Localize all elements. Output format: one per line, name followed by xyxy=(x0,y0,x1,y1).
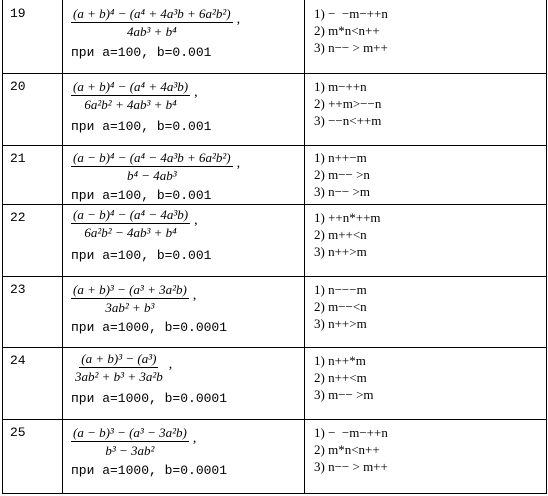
parameters: при a=100, b=0.001 xyxy=(71,45,212,60)
table-row xyxy=(3,347,546,419)
parameters: при a=100, b=0.001 xyxy=(71,119,212,134)
option: 3) n−− > m++ xyxy=(314,459,388,474)
formula-numerator: (a + b)⁴ − (a⁴ + 4a³b) xyxy=(73,79,189,94)
formula-numerator: (a − b)⁴ − (a⁴ − 4a³b + 6a²b²) xyxy=(73,150,231,165)
row-divider xyxy=(3,493,546,494)
parameters: при a=100, b=0.001 xyxy=(71,188,212,203)
formula-denominator: 3ab² + b³ + 3a²b xyxy=(75,369,163,384)
option: 1) n++*m xyxy=(314,353,366,368)
formula: $\frac{\text{(a − b)³ − (a³ − 3a²b)}}{\text{b³ − 3ab²}}$ , xyxy=(73,425,197,458)
formula-denominator: 4ab³ + b⁴ xyxy=(126,24,177,39)
parameters: при a=1000, b=0.0001 xyxy=(71,320,228,335)
option: 2) m*n<n++ xyxy=(314,23,380,38)
table-row xyxy=(3,276,546,347)
formula: $\frac{\text{(a − b)⁴ − (a⁴ − 4a³b + 6a²b²)}}{\text{b⁴ − 4ab³}}$ , xyxy=(73,150,241,183)
table-row xyxy=(3,0,546,73)
formula: $\frac{\text{(a + b)⁴ − (a⁴ + 4a³b)}}{\text{6a²b² + 4ab³ + b⁴}}$ , xyxy=(73,79,198,112)
formula: $\frac{\text{(a − b)⁴ − (a⁴ − 4a³b)}}{\text{6a²b² − 4ab³ + b⁴}}$ , xyxy=(73,207,198,240)
formula-denominator: b⁴ − 4ab³ xyxy=(126,168,177,183)
option: 2) m−−<n xyxy=(314,299,367,314)
parameters: при a=100, b=0.001 xyxy=(71,248,212,263)
task-number: 19 xyxy=(10,6,26,21)
table-row xyxy=(3,204,546,276)
answer-options xyxy=(314,149,370,200)
option: 3) n−− >m xyxy=(314,184,370,199)
task-table xyxy=(2,0,547,494)
option: 3) n++>m xyxy=(314,316,367,331)
answer-options xyxy=(314,5,388,56)
formula-numerator: (a − b)³ − (a³ − 3a²b) xyxy=(73,425,187,440)
parameters: при a=1000, b=0.0001 xyxy=(71,391,228,406)
option: 1) n++−m xyxy=(314,150,367,165)
formula: $\frac{\text{(a + b)³ − (a³ + 3a²b)}}{\text{3ab² + b³}}$ , xyxy=(73,282,197,315)
option: 3) −−n<++m xyxy=(314,113,382,128)
option: 2) m−− >n xyxy=(314,167,370,182)
option: 1) ++n*++m xyxy=(314,210,381,225)
task-number: 23 xyxy=(10,282,26,297)
formula-denominator: 6a²b² − 4ab³ + b⁴ xyxy=(84,225,177,240)
option: 1) − −m−++n xyxy=(314,6,388,21)
answer-options xyxy=(314,424,388,475)
answer-options xyxy=(314,209,381,260)
formula-numerator: (a + b)³ − (a³) xyxy=(81,351,157,366)
option: 3) n++>m xyxy=(314,244,367,259)
option: 2) m*n<n++ xyxy=(314,442,380,457)
option: 2) n++<m xyxy=(314,370,367,385)
option: 1) m−++n xyxy=(314,79,367,94)
option: 3) n−− > m++ xyxy=(314,40,388,55)
task-number: 22 xyxy=(10,210,26,225)
option: 2) m++<n xyxy=(314,227,367,242)
formula-denominator: b³ − 3ab² xyxy=(105,443,155,458)
formula-numerator: (a + b)³ − (a³ + 3a²b) xyxy=(73,282,187,297)
table-row xyxy=(3,419,546,493)
option: 2) ++m>−−n xyxy=(314,96,382,111)
parameters: при a=1000, b=0.0001 xyxy=(71,463,228,478)
task-number: 20 xyxy=(10,79,26,94)
option: 1) n−−−m xyxy=(314,282,367,297)
task-number: 24 xyxy=(10,353,26,368)
table-row xyxy=(3,73,546,145)
answer-options xyxy=(314,78,381,129)
option: 3) m−− >m xyxy=(314,387,374,402)
table-row xyxy=(3,145,546,204)
answer-options xyxy=(314,281,367,332)
formula: $\frac{\text{(a + b)⁴ − (a⁴ + 4a³b + 6a²b²)}}{\text{4ab³ + b⁴}}$ , xyxy=(73,6,241,39)
formula: $\frac{\text{(a + b)³ − (a³)}}{\text{3ab² + b³ + 3a²b}}$ , xyxy=(75,351,173,384)
formula-denominator: 6a²b² + 4ab³ + b⁴ xyxy=(84,97,177,112)
formula-numerator: (a + b)⁴ − (a⁴ + 4a³b + 6a²b²) xyxy=(73,6,231,21)
formula-numerator: (a − b)⁴ − (a⁴ − 4a³b) xyxy=(73,207,189,222)
task-number: 21 xyxy=(10,151,26,166)
answer-options xyxy=(314,352,374,403)
task-number: 25 xyxy=(10,425,26,440)
option: 1) − −m−++n xyxy=(314,425,388,440)
formula-denominator: 3ab² + b³ xyxy=(105,300,155,315)
